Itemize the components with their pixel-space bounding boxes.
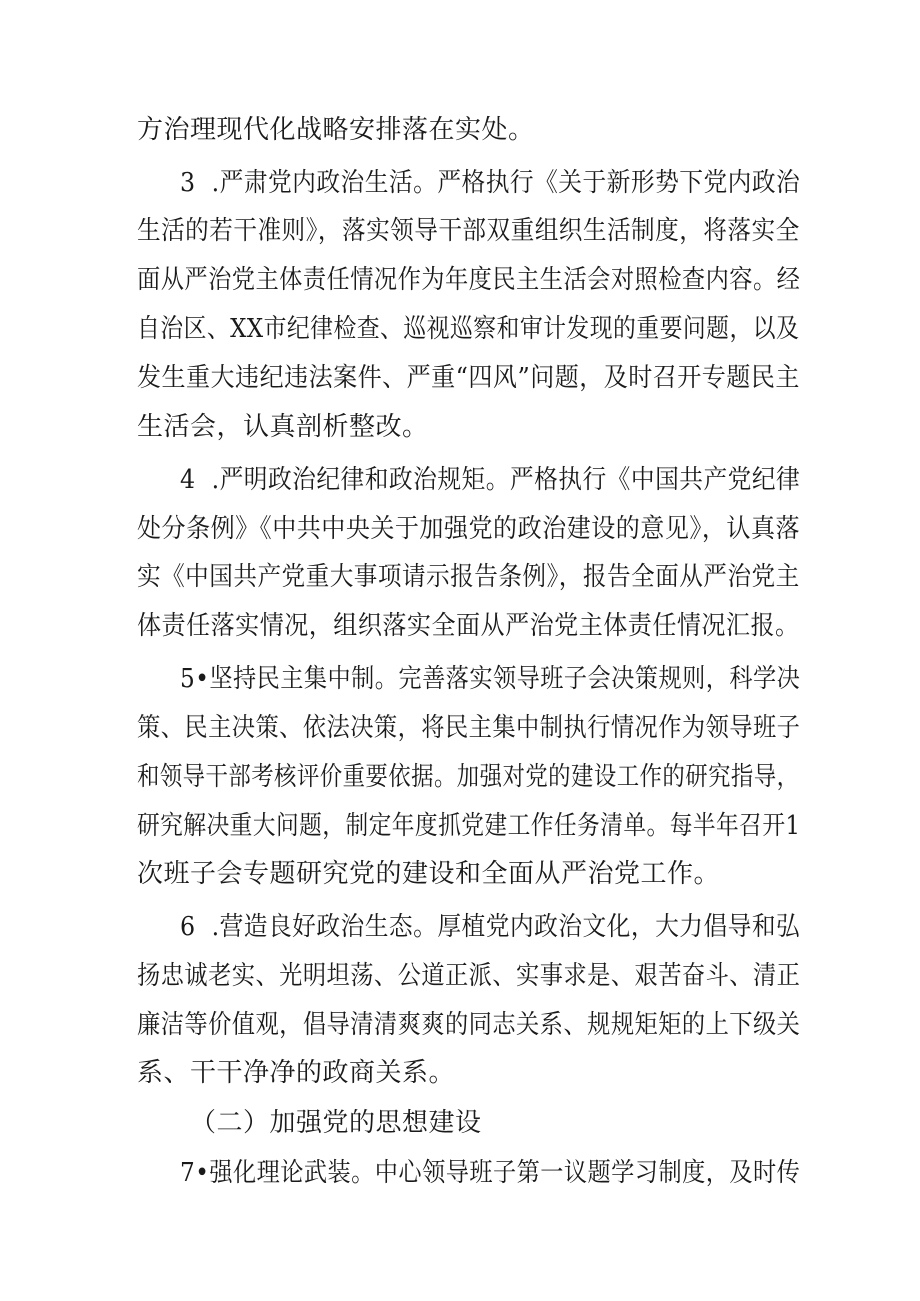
text-line: 实《中国共产党重大事项请示报告条例》，报告全面从严治党主 (137, 562, 800, 592)
text-line: 处分条例》《中共中央关于加强党的政治建设的意见》，认真落 (137, 514, 801, 544)
section-heading: （二）加强党的思想建设 (190, 1108, 482, 1138)
text-line: 5•坚持民主集中制。完善落实领导班子会决策规则，科学决 (180, 664, 801, 694)
text-line: 发生重大违纪违法案件、严重“四风”问题，及时召开专题民主 (137, 363, 800, 393)
text-line: 6 .营造良好政治生态。厚植党内政治文化，大力倡导和弘 (180, 912, 801, 942)
text-line: 生活的若干准则》，落实领导干部双重组织生活制度，将落实全 (137, 216, 800, 246)
text-line: 扬忠诚老实、光明坦荡、公道正派、实事求是、艰苦奋斗、清正 (137, 961, 801, 991)
text-line: 方治理现代化战略安排落在实处。 (137, 115, 535, 145)
text-line: 自治区、XX市纪律检查、巡视巡察和审计发现的重要问题，以及 (137, 314, 800, 344)
text-line: 4 .严明政治纪律和政治规矩。严格执行《中国共产党纪律 (180, 465, 801, 495)
text-line: 研究解决重大问题，制定年度抓党建工作任务清单。每半年召开1 (137, 811, 801, 841)
text-line: 生活会，认真剖析整改。 (137, 412, 429, 442)
text-line: 面从严治党主体责任情况作为年度民主生活会对照检查内容。经 (137, 265, 801, 295)
text-line: 3 .严肃党内政治生活。严格执行《关于新形势下党内政治 (180, 168, 801, 198)
text-line: 策、民主决策、依法决策，将民主集中制执行情况作为领导班子 (137, 713, 801, 743)
text-line: 系、干干净净的政商关系。 (137, 1058, 456, 1088)
text-line: 廉洁等价值观，倡导清清爽爽的同志关系、规规矩矩的上下级关 (137, 1010, 801, 1040)
text-line: 体责任落实情况，组织落实全面从严治党主体责任情况汇报。 (137, 611, 800, 641)
text-line: 7•强化理论武装。中心领导班子第一议题学习制度，及时传 (180, 1158, 801, 1188)
text-line: 次班子会专题研究党的建设和全面从严治党工作。 (137, 859, 721, 889)
text-line: 和领导干部考核评价重要依据。加强对党的建设工作的研究指导， (137, 762, 800, 792)
